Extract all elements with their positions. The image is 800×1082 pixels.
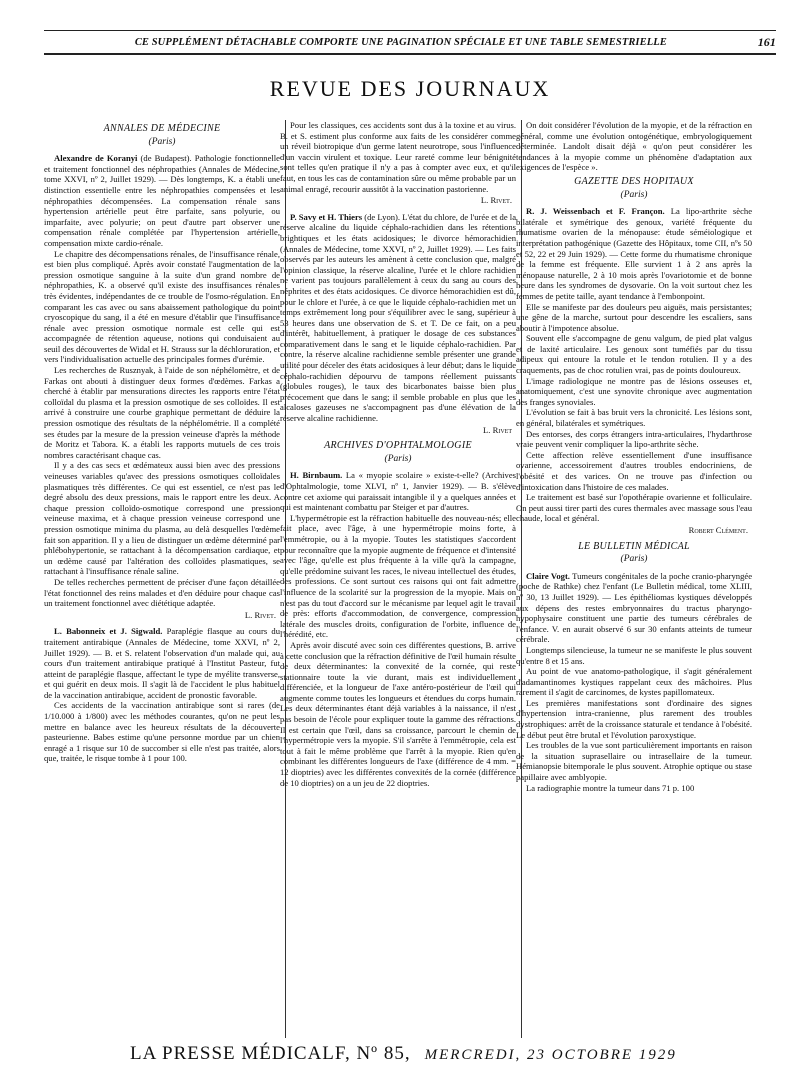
journal-heading: GAZETTE DES HOPITAUX [574,175,694,187]
column-middle [280,120,516,1038]
page-number: 161 [757,34,776,49]
page-footer [130,1043,776,1065]
abstract-paragraph: Longtemps silencieuse, la tumeur ne se manifeste le plus souvent qu'entre 8 et 15 ans. [516,644,752,666]
abstract-paragraph: Au point de vue anatomo-pathologique, il s'agit généralement d'adamantinomes kystiques rappelant ceux des mâchoires. Plus rarement il s'agit de carcinomes, de kystes papillomateux. [516,666,752,698]
footer-date: MERCREDI, 23 OCTOBRE 1929 [424,1047,677,1063]
abstract-paragraph: Le traitement est basé sur l'opothérapie ovarienne et folliculaire. On peut aussi tirer parti des cures thermales avec massage sous l'eau chaude, local et général. [516,492,752,524]
abstract-text: La « myopie scolaire » existe-t-elle? (Archives d'Ophtalmologie, tome XLVI, nº 1, Janvier 1929). — B. s'élève contre cet axiome qui paraissait intangible il y a quelques années et qui est maintenant combattu par Steiger et par d'autres. [280,470,516,513]
journal-heading: LE BULLETIN MÉDICAL [578,540,690,552]
abstract-text: La lipo-arthrite sèche bilatérale et symétrique des genoux, variété fréquente du rhumatisme ovarien de la ménopause: étude séméiologique et interprétation pathogénique (Gazette des Hôpitaux, tome CII, nºs 50 et 52, 22 et 29 Juin 1929). — Cette forme du rhumatisme chronique de la femme est fréquente. Elle survient 1 à 2 ans après la ménopause naturelle, 2 à 10 mois après l'ovariotomie et de bonne heure dans les syndromes de dysovarie. On la voit surtout chez les femmes de petite taille, ayant tendance à l'embonpoint. [516,206,752,301]
abstract-text: (de Lyon). L'état du chlore, de l'urée et de la réserve alcaline du liquide céphalo-rachidien dans les rétentions brightiques et les états acidosiques; le divorce hémorachidien (Annales de Médecine, tome XXVI, nº 2, Juillet 1929). — Les faits observés par les auteurs les amènent à cette conclusion que, malgré l'opinion classique, la réserve alcaline, l'urée et le chlore rachidien ne varient pas toujours parallèlement à ceux du sang au cours des néphrites et des états acidosiques. Ce divorce hémorachidien est dû, pour le chlore et l'urée, à ce que le liquide céphalo-rachidien met un temps extrêmement long pour s'équilibrer avec le sang, supérieur à 53 heures dans une observation de S. et T. De ce fait, on a peu d'intérêt, habituellement, à pratiquer le dosage de ces substances comparativement dans le sang et le liquide céphalo-rachidien. Par contre, la réserve alcaline rachidienne semble présenter une grande utilité pour déceler des états acidosiques à leur début; dans le liquide céphalo-rachidien dépourvu de tampons réellement puissants (globules rouges), le taux des bicarbonates baisse bien plus précocement que dans le sang; il semble probable en plus que les alcaloses gazeuses ne s'accompagnent pas d'une élévation de la réserve alcaline rachidienne. [280,211,516,424]
abstract-paragraph: Les premières manifestations sont d'ordinaire des signes d'hypertension intra-cranienne, plus rarement des troubles dystrophiques: arrêt de la croissance staturale et tendance à l'obésité. Le début peut être brutal et l'évolution paroxystique. [516,697,752,740]
abstract-continuation: Pour les classiques, ces accidents sont dus à la toxine et au virus. B. et S. estiment plus conforme aux faits de les considérer comme un réveil biotropique d'un germe latent neurotrope, sous l'influence d'un vaccin virulent et toxique. Leur rareté comme leur bénignité sont telles qu'en pratique il n'y a pas à compter avec eux, et qu'il faut, en tous les cas de contamination sûre ou même probable par un animal enragé, recourir aussitôt à la vaccination pastorienne. [280,120,516,194]
abstract-text: (de Budapest). Pathologie fonctionnelle et traitement fonctionnel des néphropathies (Annales de Médecine, tome XXVI, nº 2, Juillet 1929). — Dès longtemps, K. a établi une distinction essentielle entre les néphropathies compensées et les néphropathies décompensées. La compensation rénale sans hypertension artérielle peut être parfaite, sans polyurie, ou imparfaite, avec polyurie; on peut d'autre part observer une compensation rénale complétée par l'hypertension artérielle, compensation mixte cardio-rénale. [44,153,280,248]
journal-heading: ARCHIVES D'OPHTALMOLOGIE [324,440,472,452]
author-name: L. Babonneix et J. Sigwald. [54,626,163,637]
abstract-paragraph: Après avoir discuté avec soin ces différentes questions, B. arrive à cette conclusion que la réfraction définitive de l'œil humain résulte de deux déterminantes: la convexité de la cornée, qui reste stationnaire toute la vie durant, mais est individuellement différenciée, et la longueur de l'axe antéro-postérieur de l'œil qui augmente comme toutes les longueurs et étendues du corps humain. Les deux déterminantes étant déjà variables à la naissance, il n'est pas besoin de l'école pour expliquer toute la gamme des réfractions. Il est certain que l'œil, dans sa croissance, parcourt le chemin de l'hypermétropie vers la myopie. S'il s'arrête à l'emmétropie, cela est tout à fait le même problème que l'arrêt à la myopie. Rien qu'en combinant les différentes longueurs de l'axe (différence de 4 mm. = 12 dioptries) avec les différentes convexités de la cornée (différence de 10 dioptries) on a un jeu de 22 dioptries. [280,639,516,788]
section-rubric: REVUE DES JOURNAUX [269,76,551,101]
footer-journal: LA PRESSE MÉDICALF, Nº 85, [130,1043,411,1064]
abstract-lead [516,206,752,301]
author-name: H. Birnbaum. [290,470,343,481]
running-header [44,30,776,55]
abstract-paragraph: L'hypermétropie est la réfraction habituelle des nouveau-nés; elle fait place, avec l'âge, à une hypermétropie moins forte, à l'emmétropie, ou à la myopie. Toutes les statistiques s'accordent pour reconnaître que la myopie augmente de fréquence et d'intensité avec l'âge, qu'elle est plus fréquente à la ville qu'à la campagne, qu'elle prédomine suivant les races, le niveau intellectuel des études, des professions. Ce sont surtout ces raisons qui ont fait admettre l'influence de la scolarité sur la progression de la myopie. Mais on n'est pas du tout d'accord sur le mécanisme par lequel agit le travail de près: efforts d'accommodation, de convergence, compression latérale des muscles droits, configuration de l'orbite, influence de l'hérédité, etc. [280,512,516,640]
journal-place: (Paris) [148,136,176,147]
abstract-paragraph: De telles recherches permettent de préciser d'une façon détaillée l'état fonctionnel des reins malades et d'en déduire pour chaque cas un traitement fonctionnel avec diététique adaptée. [44,576,280,609]
abstract-paragraph: Elle se manifeste par des douleurs peu aiguës, mais persistantes; une gêne de la marche, surtout pour descendre les escaliers, sans aboutir à l'impotence absolue. [516,301,752,333]
author-name: Claire Vogt. [526,570,570,581]
abstract-paragraph: L'image radiologique ne montre pas de lésions osseuses et, anatomiquement, c'est une synovite chronique avec augmentation des franges synoviales. [516,375,752,407]
text-columns [44,120,776,1038]
author-name: R. J. Weissenbach et F. Françon. [526,206,665,217]
column-right [516,120,752,1038]
abstract-paragraph: Les recherches de Rusznyak, à l'aide de son néphélomètre, et de Farkas ont abouti à distinguer deux formes d'œdèmes. Farkas a cherché à établir par mensurations directes les rapports entre l'état colloïdal du plasma et la pression osmotique de ses colloïdes. Il est arrivé à construire une courbe graphique permettant de déduire la pression osmotique des résultats de la néphélométrie. Il a complété ses études par la mesure de la pression veineuse d'après la méthode de Moritz et Tabora. K. a établi les rapports mutuels de ces trois nombres caractérisant chaque cas. [44,365,280,460]
reviewer-signature: L. Rivet. [480,195,512,206]
abstract-lead [516,571,752,645]
abstract-paragraph: Souvent elle s'accompagne de genu valgum, de pied plat valgus et de laxité articulaire. Les genoux sont tuméfiés par du tissu adipeux qui entoure la rotule et le tendon rotulien. Il y a des craquements, pas de choc rotulien vrai, pas de points douloureux. [516,333,752,376]
author-name: Alexandre de Koranyi [54,153,138,164]
journal-place: (Paris) [384,453,412,464]
abstract-text: Tumeurs congénitales de la poche cranio-pharyngée (poche de Rathke) chez l'enfant (Le Bulletin médical, tome XLIII, nº 30, 13 Juillet 1929). — Les épithéliomas kystiques développés aux dépens des restes embryonnaires du tractus pharyngo-hypophysaire constituent une partie des tumeurs cérébrales de l'enfance. V. en aurait observé 6 sur 30 enfants atteints de tumeur cérébrale. [516,570,752,645]
abstract-paragraph: Cette affection relève essentiellement d'une insuffisance ovarienne, accessoirement d'autres troubles endocriniens, de l'obésité et des varices. On ne trouve pas d'infection ou d'intoxication dans l'histoire de ces malades. [516,449,752,492]
abstract-lead [44,153,280,248]
abstract-paragraph: Il y a des cas secs et œdémateux aussi bien avec des pressions veineuses variables qu'avec des pressions osmotiques colloïdales plasmatiques très différentes. Ce qui est essentiel, ce n'est pas le degré absolu des deux pressions, mais le rapport entre les deux. A chaque pression colloïdo-osmotique correspond une pression veineuse maxima, et à chaque pression veineuse correspond une pression osmotique minima du plasma, au delà desquelles l'œdème fait son apparition. Il y a lieu de distinguer un œdème déterminé par phlébohypertonie, se rattachant à la décompensation cardiaque, et un œdème causé par l'altération des colloïdes plasmatiques, se rattachant à l'insuffisance rénale saline. [44,460,280,577]
abstract-continuation: On doit considérer l'évolution de la myopie, et de la réfraction en général, comme une évolution ontogénétique, embryologiquement déterminée. Landolt disait déjà « qu'on peut considérer les tendances à la myopie comme un phénomène d'adaptation aux exigences de l'espèce ». [516,120,752,173]
abstract-paragraph: Les troubles de la vue sont particulièrement importants en raison de la situation suprasellaire ou intrasellaire de la tumeur. Hémianopsie bitemporale le plus souvent. Atrophie optique ou stase papillaire avec amblyopie. [516,740,752,783]
reviewer-signature: L. Rivet. [244,609,276,620]
abstract-paragraph: L'évolution se fait à bas bruit vers la chronicité. Les lésions sont, en général, bilatérales et symétriques. [516,407,752,429]
abstract-lead [280,470,516,512]
abstract-paragraph: Le chapitre des décompensations rénales, de l'insuffisance rénale, est bien plus compliqué. Après avoir constaté l'augmentation de la pression osmotique sanguine à la suite d'un grand nombre de néphropathies, K. a observé qu'il existe des insuffisances rénales très évidentes, indépendantes de ce trouble de l'osmo-régulation. En comparant les cas avec ou sans abaissement pathologique du point cryoscopique du sang, il a été en mesure d'établir que l'insuffisance rénale avec pression osmotique normale est celle qui est accompagnée de rétention aqueuse, notions qui conduisaient au seuil des découvertes de Widal et H. Strauss sur la déchloruration, et vers l'individualisation actuelle des principales formes d'urémie. [44,248,280,365]
reviewer-signature: L. Rivet [483,424,512,435]
journal-place: (Paris) [620,554,648,565]
abstract-paragraph: Des entorses, des corps étrangers intra-articulaires, l'hydarthrose vraie peuvent venir compliquer la lipo-arthrite sèche. [516,428,752,450]
abstract-paragraph: Ces accidents de la vaccination antirabique sont si rares (de 1/10.000 à 1/800) avec les méthodes courantes, qu'on ne peut les mettre en balance avec les heureux résultats de la découverte pasteurienne. Babes estime qu'une personne mordue par un chien enragé a 1 risque sur 10 de succomber si elle n'est pas traitée, alors que, traitée, le risque tombe à 1 pour 100. [44,700,280,764]
journal-place: (Paris) [620,189,648,200]
abstract-paragraph: La radiographie montre la tumeur dans 71 p. 100 [526,782,695,793]
journal-heading: ANNALES DE MÉDECINE [103,123,221,134]
column-left [44,120,280,1038]
abstract-lead [44,626,280,700]
reviewer-signature: Robert Clément. [688,524,748,535]
running-header-title: CE SUPPLÉMENT DÉTACHABLE COMPORTE UNE PAGINATION SPÉCIALE ET UNE TABLE SEMESTRIELLE [134,36,667,48]
abstract-lead [280,212,516,424]
author-name: P. Savy et H. Thiers [290,211,363,222]
abstract-text: Paraplégie flasque au cours du traitement antirabique (Annales de Médecine, tome XXVI, nº 2, Juillet 1929). — B. et S. relatent l'observation d'un malade qui, au cours d'un traitement antirabique pratiqué à l'Institut Pasteur, fut atteint de paraplégie flasque, affectant le type de myélite transverse, et qui guérit en deux mois. Il s'agit là de l'accident le plus habituel de la vaccination antirabique, accident de pronostic favorable. [44,626,280,700]
